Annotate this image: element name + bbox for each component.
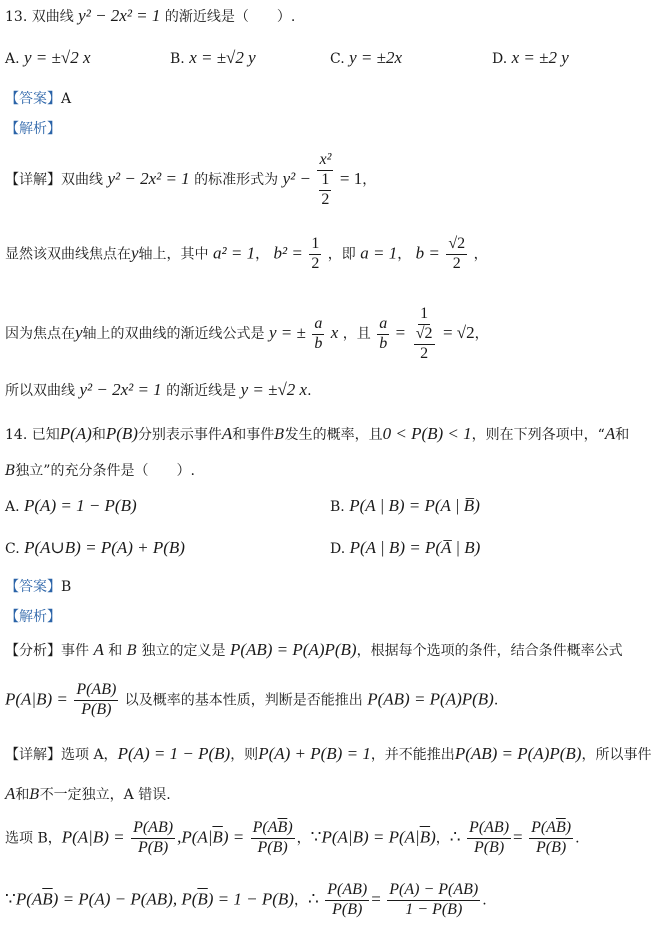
nested-fraction (319, 172, 331, 209)
eq-part: ) (287, 819, 293, 836)
text: 选项 A， (61, 747, 118, 763)
eq-part: P(A (252, 819, 278, 836)
text: 独立”的充分条件是（ ）. (15, 463, 195, 479)
eq-part: P( (535, 838, 552, 856)
equation (16, 889, 294, 908)
q13-detail-line-3 (5, 306, 489, 362)
q14-option-c (5, 538, 185, 558)
equation: a² = 1 (213, 243, 256, 263)
numerator: 1 (309, 236, 321, 255)
text: . (482, 892, 487, 909)
fraction (387, 882, 480, 919)
var: A (5, 784, 16, 803)
equation: b² = (273, 243, 303, 263)
denominator: P(B) (137, 838, 169, 856)
text: ， (362, 172, 377, 189)
q13-stem-text-end: 的渐近线是（ ）. (164, 9, 296, 25)
q14-stem-line-2 (5, 460, 195, 480)
option-text: y = ±√2 x (24, 48, 91, 67)
equation: = 1 (339, 169, 363, 189)
text: . (307, 383, 312, 399)
text: 显然该双曲线焦点在 (5, 246, 131, 263)
text: 和事件 (232, 427, 275, 443)
because-symbol: ∵ (310, 827, 322, 847)
fraction (412, 306, 437, 362)
eq-bar-part: $\overline{B}$ (42, 889, 53, 909)
answer-tag: 【答案】 (5, 579, 61, 595)
equation: = √2 (442, 323, 475, 343)
q13-option-d (492, 48, 569, 68)
equation: y² − 2x² = 1 (79, 380, 162, 399)
text: ，并不能推出 (370, 747, 455, 763)
option-text: y = ±2x (349, 48, 403, 67)
eq-part: P( (257, 838, 273, 856)
eq-part: ) (282, 838, 288, 856)
denominator: 2 (311, 254, 320, 272)
denominator: 2 (321, 190, 330, 208)
denominator: b (314, 334, 323, 352)
q14-analysis-tag (5, 606, 61, 626)
eq-part: P(A (531, 819, 556, 836)
text: , (177, 827, 182, 847)
text: ， (435, 830, 450, 847)
text: 轴上的双曲线的渐近线公式是 (82, 326, 265, 343)
option-label: C. (5, 541, 20, 557)
equals: = (513, 827, 523, 847)
option-label: B. (170, 51, 185, 67)
answer-value: A (61, 91, 72, 107)
option-label: A. (5, 499, 20, 515)
eq-bar-part: $\overline{B}$ (197, 889, 208, 909)
option-text: x = ±√2 y (189, 48, 256, 67)
equation: P(A|B) = (61, 827, 125, 847)
text: ，即 (327, 246, 356, 263)
fraction (529, 820, 573, 857)
numerator: P(AB) (131, 820, 175, 839)
var: B (126, 643, 138, 659)
text: 的标准形式为 (194, 172, 279, 189)
therefore-symbol: ∴ (449, 827, 461, 847)
q14-option-d (330, 538, 480, 558)
denominator: 2 (452, 254, 461, 272)
var: B (274, 427, 285, 443)
therefore-symbol: ∴ (307, 889, 319, 909)
equation (321, 827, 435, 846)
eq-bar-part: $\overline{B}$ (419, 827, 431, 847)
q13-option-c (330, 48, 402, 68)
equation: y² − 2x² = 1 (107, 169, 190, 189)
var: A (221, 424, 233, 443)
eq-part: P(A (15, 889, 43, 909)
q14-fenxi-line-2 (5, 682, 498, 719)
text: ， (293, 892, 308, 909)
text: ，则在下列各项中，“ (471, 427, 605, 443)
denominator (317, 171, 333, 209)
text: 以及概率的基本性质，判断是否能推出 (124, 692, 363, 709)
equation: y = ± (269, 323, 306, 343)
denominator: P(B) (332, 900, 363, 918)
q13-answer (5, 88, 71, 108)
equation: b = (415, 243, 440, 263)
q14-stem-line-1 (5, 424, 629, 444)
fraction (317, 152, 333, 208)
text: 不一定独立，A 错误. (39, 787, 171, 803)
eq-part: ) = P(A) − P(AB), P( (52, 889, 198, 909)
equation: P(A) + P(B) = 1 (258, 744, 371, 763)
option-text: P(A∪B) = P(A) + P(B) (24, 538, 185, 557)
text: 发生的概率，且 (284, 427, 383, 443)
fraction (377, 316, 389, 353)
text: 和 (15, 787, 30, 803)
equation: P(AB) = P(A)P(B) (367, 689, 494, 709)
q13-analysis-tag (5, 118, 61, 138)
option-label: C. (330, 51, 345, 67)
text: 独立的定义是 (141, 643, 226, 659)
denominator (256, 839, 290, 857)
text: ， (255, 246, 270, 263)
denominator: 1 − P(B) (405, 900, 463, 918)
text: 和 (615, 427, 630, 443)
eq-bar-part: $\overline{B}$ (277, 819, 288, 836)
fraction (467, 820, 511, 857)
equation: P(A) (59, 424, 92, 443)
analysis-tag: 【解析】 (5, 609, 61, 625)
q14-detail-line-2 (5, 784, 171, 804)
detail-tag: 【详解】 (5, 747, 61, 763)
text: 选项 B， (5, 830, 62, 847)
var: A (93, 640, 104, 659)
numerator: x² (317, 152, 333, 171)
equation: P(B) (105, 424, 138, 443)
numerator: √2 (446, 236, 467, 255)
fraction (251, 820, 295, 857)
answer-value: B (61, 579, 72, 595)
var: y (75, 323, 83, 343)
denominator: P(B) (81, 700, 112, 718)
numerator: P(A) − P(AB) (387, 882, 480, 901)
text: 因为焦点在 (5, 326, 75, 343)
text: 和 (91, 427, 106, 443)
numerator: 1 (319, 172, 331, 191)
option-label: A. (5, 51, 20, 67)
option-label: B. (330, 499, 345, 515)
eq-part: P(A|B) = P(A| (321, 827, 420, 847)
equation: P(A|B) = (5, 689, 68, 709)
q13-option-a (5, 48, 91, 68)
equation: y = ±√2 x (240, 380, 308, 399)
text: 14. 已知 (5, 427, 60, 443)
var: y (131, 243, 139, 263)
equation: P(AB) = P(A)P(B) (454, 744, 582, 763)
q14-fenxi-line-1 (5, 640, 623, 660)
option-label: D. (492, 51, 508, 67)
q14-answer (5, 576, 71, 596)
q13-stem-equation: y² − 2x² = 1 (78, 6, 161, 25)
equation: a = 1 (360, 243, 398, 263)
numerator: P(AB) (467, 820, 511, 839)
q13-detail-line-4 (5, 380, 312, 400)
text: ， (296, 830, 311, 847)
text: 双曲线 (61, 172, 103, 189)
eq-part: ) (430, 827, 436, 847)
equation: 0 < P(B) < 1 (382, 424, 472, 443)
q14-detail-line-3 (5, 820, 580, 857)
equation: P(A) = 1 − P(B) (117, 744, 231, 763)
text: ，且 (342, 326, 371, 343)
fraction (325, 882, 369, 919)
text: ，则 (230, 747, 259, 763)
eq-part: P(A| (181, 827, 213, 847)
eq-part: ) (560, 838, 567, 856)
equation (181, 827, 244, 846)
q14-option-b (330, 496, 480, 516)
fraction (131, 820, 175, 857)
numerator: √2 (414, 326, 435, 345)
fraction (74, 682, 118, 719)
q14-detail-line-1 (5, 744, 651, 764)
text: ， (397, 246, 412, 263)
text: ， (474, 326, 489, 343)
equation: P(AB) = P(A)P(B) (229, 640, 357, 659)
numerator: a (377, 316, 389, 335)
text: ，所以事件 (581, 747, 652, 763)
denominator: 2 (420, 344, 429, 362)
text: 所以双曲线 (5, 383, 75, 399)
q13-option-b (170, 48, 256, 68)
nested-fraction (414, 326, 435, 363)
var: A (604, 424, 616, 443)
var: B (29, 787, 40, 803)
q14-option-a (5, 496, 137, 516)
fraction (309, 236, 321, 273)
denominator (412, 325, 437, 363)
q13-detail-line-2 (5, 236, 488, 273)
option-text: P(A) = 1 − P(B) (24, 496, 137, 515)
option-text: P(A | B) = P(A | B̅) (349, 496, 480, 515)
q13-stem (5, 6, 295, 26)
eq-bar-part: $\overline{B}$ (212, 827, 223, 847)
eq-part: ) = 1 − P(B) (207, 889, 294, 909)
text: 的渐近线是 (166, 383, 237, 399)
equals: = (371, 889, 381, 909)
fraction (446, 236, 467, 273)
eq-bar-part: $\overline{B}$ (555, 819, 566, 836)
denominator: P(B) (473, 838, 505, 856)
text: 分别表示事件 (137, 427, 222, 443)
numerator: P(AB) (325, 882, 369, 901)
analysis-tag: 【解析】 (5, 121, 61, 137)
eq-bar-part: $\overline{B}$ (551, 838, 561, 856)
eq-bar-part: $\overline{B}$ (272, 838, 283, 856)
eq-part: ) = (222, 827, 245, 847)
option-text: P(A | B) = P(A̅ | B) (349, 538, 481, 557)
numerator: P(AB) (74, 682, 118, 701)
denominator (534, 839, 568, 857)
equation: y² − (282, 169, 311, 189)
fraction (312, 316, 324, 353)
numerator (529, 820, 573, 839)
option-label: D. (330, 541, 346, 557)
text: . (575, 830, 580, 847)
because-symbol: ∵ (5, 889, 16, 909)
answer-tag: 【答案】 (5, 91, 61, 107)
text: 轴上，其中 (138, 246, 209, 263)
text: ， (473, 246, 488, 263)
eq-part: ) (565, 819, 572, 836)
detail-tag: 【详解】 (5, 172, 61, 189)
text: 事件 (61, 643, 89, 659)
q13-stem-text: 13. 双曲线 (5, 9, 74, 25)
equation: = (395, 323, 406, 343)
var: B (5, 463, 16, 479)
fenxi-tag: 【分析】 (5, 643, 61, 659)
numerator (251, 820, 295, 839)
denominator: b (379, 334, 388, 352)
option-text: x = ±2 y (511, 48, 569, 67)
q13-detail-line-1 (5, 152, 376, 208)
text: . (493, 692, 499, 709)
q14-detail-line-4 (5, 882, 487, 919)
text: ，根据每个选项的条件，结合条件概率公式 (356, 643, 623, 659)
numerator: 1 (418, 306, 430, 325)
numerator: a (312, 316, 324, 335)
var: x (330, 323, 339, 343)
text: 和 (108, 643, 123, 659)
